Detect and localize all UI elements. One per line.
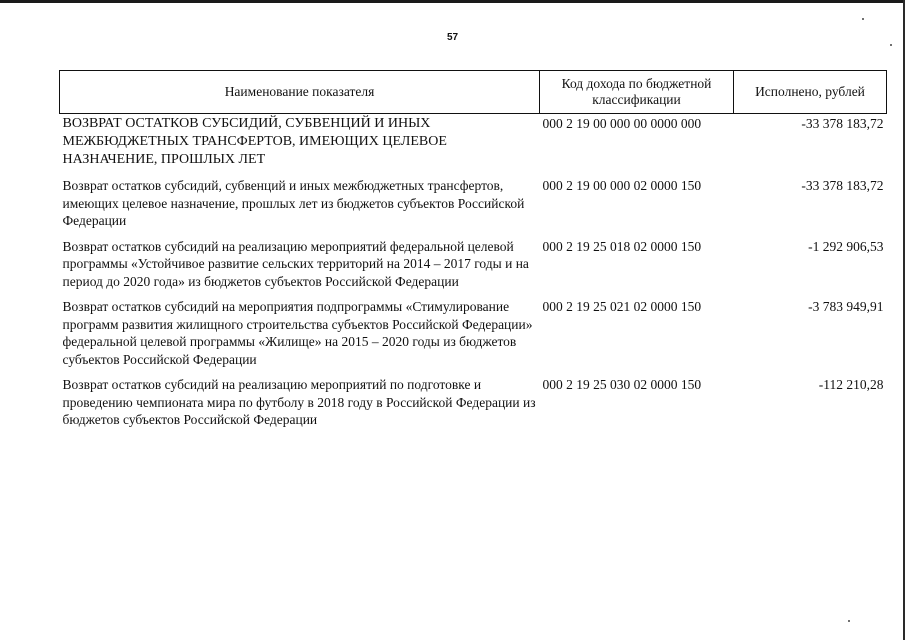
row-name: Возврат остатков субсидий, субвенций и иных межбюджетных трансфертов, имеющих целевое назначение, прошлых лет из бюджетов субъектов Российской Федерации: [62, 178, 525, 228]
scan-speck: [862, 18, 864, 20]
row-name: Возврат остатков субсидий на реализацию мероприятий по подготовке и проведению чемпионата мира по футболу в 2018 году в Российской Федерации из бюджетов субъектов Российской Федерации: [62, 377, 536, 427]
scan-speck: [848, 620, 850, 622]
table-row: [60, 176, 887, 237]
table-row: [60, 114, 887, 177]
budget-revenue-table: [59, 70, 887, 436]
row-amount: -33 378 183,72: [801, 116, 884, 131]
row-name: ВОЗВРАТ ОСТАТКОВ СУБСИДИЙ, СУБВЕНЦИЙ И ИНЫХ МЕЖБЮДЖЕТНЫХ ТРАНСФЕРТОВ, ИМЕЮЩИХ ЦЕЛЕВОЕ НАЗНАЧЕНИЕ, ПРОШЛЫХ ЛЕТ: [62, 116, 447, 167]
table-row: [60, 375, 887, 436]
table-row: [60, 237, 887, 298]
page-number: 57: [446, 32, 459, 43]
row-code: 000 2 19 00 000 00 0000 000: [542, 116, 702, 131]
table-header-row: [60, 71, 887, 114]
top-border-rule: [0, 0, 905, 3]
row-code: 000 2 19 25 030 02 0000 150: [542, 377, 702, 392]
row-amount: -112 210,28: [818, 377, 884, 392]
row-amount: -3 783 949,91: [808, 299, 884, 314]
row-amount: -1 292 906,53: [808, 238, 884, 254]
scan-speck: [890, 44, 892, 46]
header-revenue-code: Код дохода по бюджетной классификации: [540, 71, 734, 114]
row-code: 000 2 19 25 021 02 0000 150: [542, 299, 702, 314]
header-indicator-name: Наименование показателя: [60, 71, 540, 114]
table-row: [60, 297, 887, 375]
row-name: Возврат остатков субсидий на реализацию мероприятий федеральной целевой программы «Устойчивое развитие сельских территорий на 2014 – 2017 годы и на период до 2020 года» из бюджетов субъектов Российской Федерации: [62, 238, 529, 289]
header-executed-amount: Исполнено, рублей: [734, 71, 887, 114]
row-code: 000 2 19 25 018 02 0000 150: [542, 238, 702, 254]
row-code: 000 2 19 00 000 02 0000 150: [542, 178, 702, 193]
row-amount: -33 378 183,72: [801, 178, 884, 193]
row-name: Возврат остатков субсидий на мероприятия подпрограммы «Стимулирование программ развития жилищного строительства субъектов Российской Федерации» федеральной целевой программы «Жилище» на 2015 – 2020 годы из бюджетов субъектов Российской Федерации: [62, 299, 533, 367]
